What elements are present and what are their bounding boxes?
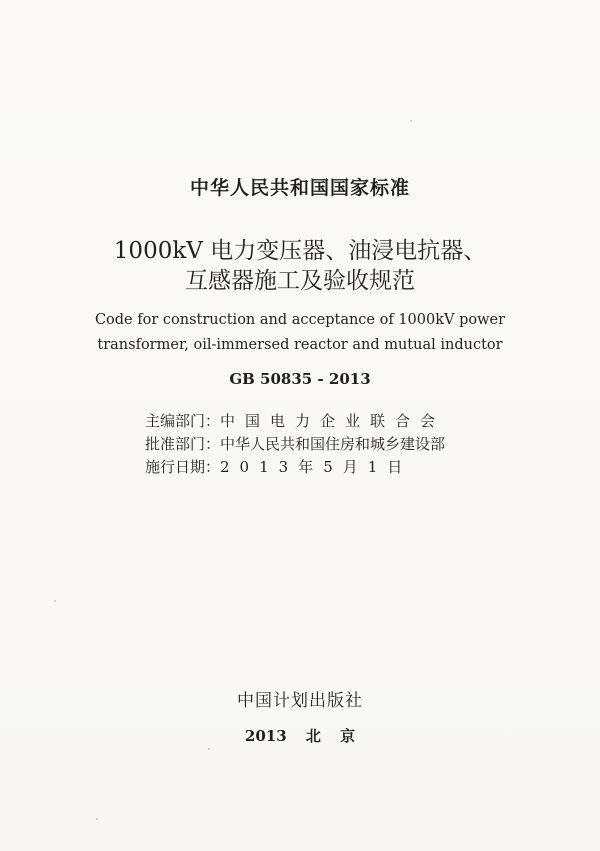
title-line-1: 1000kV 电力变压器、油浸电抗器、 [113, 238, 487, 264]
paper-speck [96, 818, 98, 820]
editor-value: 中国电力企业联合会 [220, 412, 446, 430]
approver-label: 批准部门： [145, 435, 221, 453]
effective-date-value: 2013年5月1日 [220, 458, 413, 476]
editor-row [145, 410, 445, 431]
place-year: 2013 北 京 [244, 727, 356, 745]
standard-code: GB 50835 - 2013 [229, 370, 371, 388]
english-title-line-2: transformer, oil-immersed reactor and mutual inductor [97, 337, 503, 353]
national-standard-heading: 中华人民共和国国家标准 [189, 177, 410, 199]
paper-speck [54, 600, 56, 602]
effective-date-label: 施行日期： [145, 458, 221, 476]
paper-speck [208, 748, 210, 750]
effective-date-row [145, 456, 412, 477]
publisher-name: 中国计划出版社 [237, 691, 363, 711]
paper-speck [410, 120, 412, 122]
approver-value: 中华人民共和国住房和城乡建设部 [220, 435, 446, 453]
title-line-2: 互感器施工及验收规范 [185, 268, 415, 294]
english-title-line-1: Code for construction and acceptance of 1000kV power [94, 312, 506, 328]
approver-row [145, 433, 445, 454]
editor-label: 主编部门： [145, 412, 221, 430]
